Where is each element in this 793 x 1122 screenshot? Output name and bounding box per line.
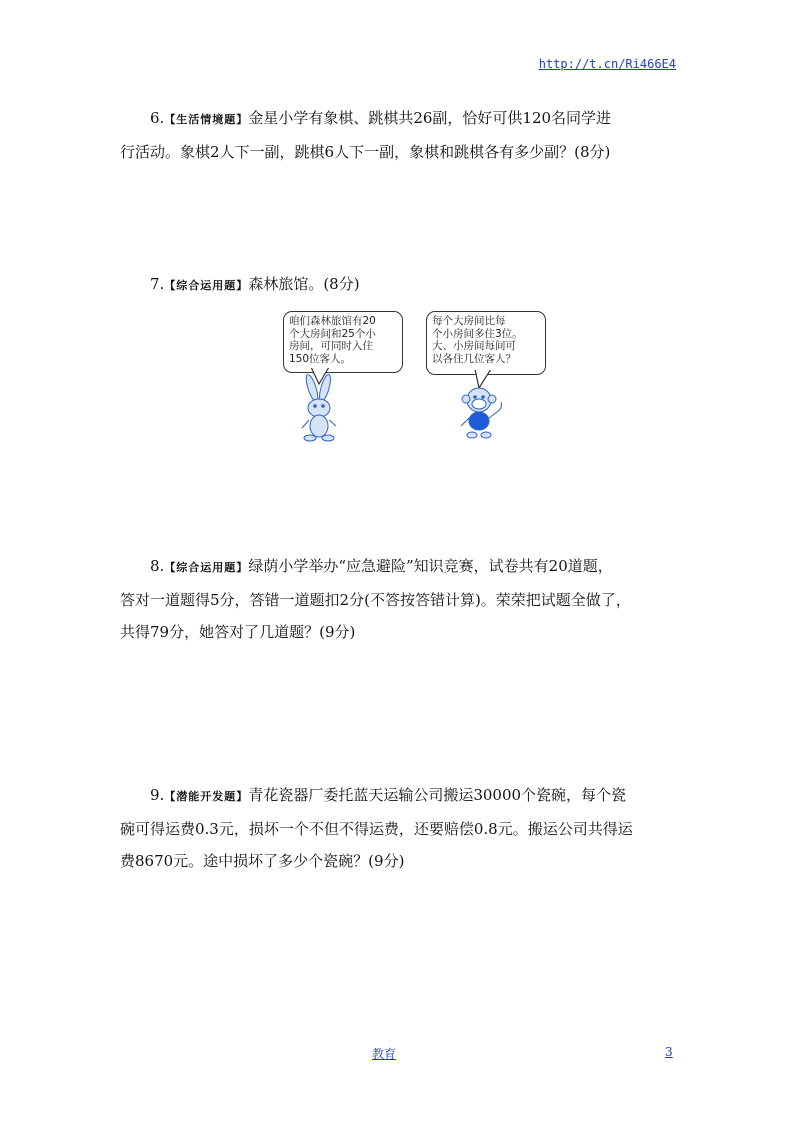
question-line: 费8670元。途中损坏了多少个瓷碗？(9分) (120, 852, 405, 870)
question-line: 答对一道题得5分，答错一道题扣2分(不答按答错计算)。荣荣把试题全做了， (120, 591, 631, 609)
question-line: 行活动。象棋2人下一副，跳棋6人下一副，象棋和跳棋各有多少副？(8分) (120, 143, 611, 161)
question-number: 7. (150, 275, 165, 293)
header-link[interactable]: http://t.cn/Ri466E4 (538, 57, 676, 71)
monkey-icon (461, 388, 502, 438)
question-6 (120, 102, 680, 168)
page-number[interactable]: 3 (665, 1045, 673, 1059)
forest-hotel-illustration (283, 308, 545, 446)
question-9 (120, 779, 680, 877)
illustration-art (283, 308, 545, 446)
bubble-line: 150位客人。 (289, 352, 352, 365)
question-line: 共得79分，她答对了几道题？(9分) (120, 623, 356, 641)
question-tag: 【生活情境题】 (164, 113, 249, 126)
bubble-line: 每个大房间比每 (432, 315, 506, 327)
bubble-line: 个小房间多住3位。 (432, 327, 523, 340)
question-tag: 【潜能开发题】 (164, 790, 249, 803)
bubble-line: 以各住几位客人？ (432, 352, 516, 365)
question-7 (120, 268, 680, 302)
question-tag: 【综合运用题】 (164, 279, 249, 292)
bubble-line: 房间，可同时入住 (289, 340, 373, 352)
question-line: 绿荫小学举办“应急避险”知识竞赛，试卷共有20道题， (248, 557, 613, 575)
question-line: 森林旅馆。(8分) (248, 275, 360, 293)
bubble-line: 大、小房间每间可 (432, 340, 516, 352)
question-tag: 【综合运用题】 (164, 561, 249, 574)
question-line: 碗可得运费0.3元，损坏一个不但不得运费，还要赔偿0.8元。搬运公司共得运 (120, 820, 633, 838)
question-line: 金星小学有象棋、跳棋共26副，恰好可供120名同学进 (248, 109, 612, 127)
question-line: 青花瓷器厂委托蓝天运输公司搬运30000个瓷碗，每个瓷 (248, 786, 627, 804)
question-8 (120, 550, 680, 648)
bubble-line: 个大房间和25个小 (289, 327, 376, 340)
question-number: 9. (150, 786, 165, 804)
question-number: 6. (150, 109, 165, 127)
footer-link[interactable]: 教育 (372, 1047, 397, 1061)
question-number: 8. (150, 557, 165, 575)
bubble-line: 咱们森林旅馆有20 (289, 315, 376, 327)
